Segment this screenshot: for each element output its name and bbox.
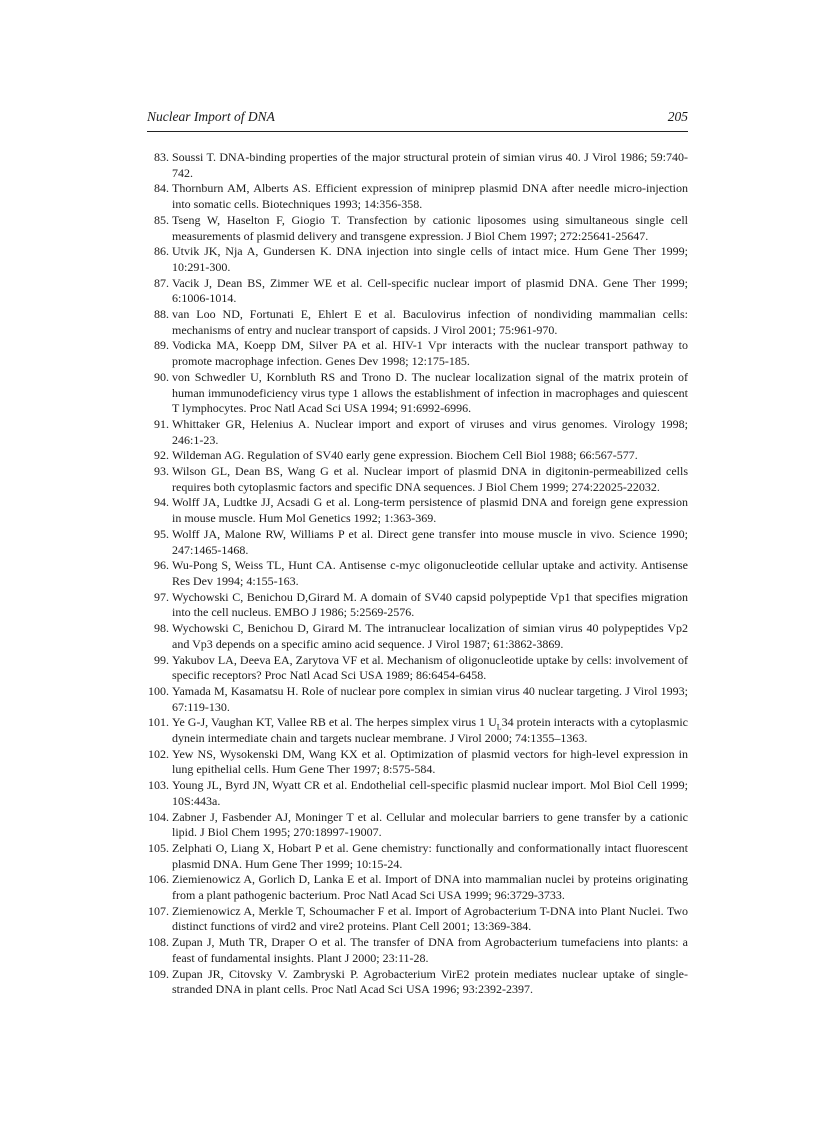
reference-number: 100. [148,683,169,698]
reference-text: Whittaker GR, Helenius A. Nuclear import and export of viruses and virus genomes. Virology 1998; 246:1-23. [172,416,688,447]
reference-number: 95. [154,526,169,541]
reference-text: Young JL, Byrd JN, Wyatt CR et al. Endothelial cell-specific plasmid nuclear import. Mol Biol Cell 1999; 10S:443a. [172,778,688,808]
reference-number: 96. [154,558,169,573]
reference-text [172,715,688,746]
reference-number: 88. [154,307,169,322]
reference-item [147,872,688,903]
reference-number: 107. [148,903,169,918]
reference-item [147,181,688,212]
reference-item [147,527,688,558]
reference-text: Utvik JK, Nja A, Gundersen K. DNA injection into single cells of intact mice. Hum Gene Ther 1999; 10:291-300. [172,244,688,274]
reference-item [147,590,688,621]
reference-item [147,621,688,652]
reference-item [147,464,688,495]
reference-item [147,558,688,589]
reference-text: Zupan JR, Citovsky V. Zambryski P. Agrobacterium VirE2 protein mediates nuclear uptake of single-stranded DNA in plant cells. Proc Natl Acad Sci USA 1996; 93:2392-2397. [172,966,688,997]
reference-number: 98. [154,621,169,636]
reference-number: 108. [148,935,169,950]
reference-item [147,684,688,715]
reference-item [147,747,688,778]
reference-number: 86. [154,244,169,259]
reference-number: 105. [148,840,169,855]
reference-item [147,370,688,417]
reference-text: Wu-Pong S, Weiss TL, Hunt CA. Antisense c-myc oligonucleotide cellular uptake and activity. Antisense Res Dev 1994; 4:155-163. [172,558,688,588]
reference-text: Zupan J, Muth TR, Draper O et al. The transfer of DNA from Agrobacterium tumefaciens into plants: a feast of fundamental insights. Plant J 2000; 23:11-28. [172,935,688,965]
reference-text: Wychowski C, Benichou D, Girard M. The intranuclear localization of simian virus 40 polypeptides Vp2 and Vp3 depends on a specific amino acid sequence. J Virol 1987; 61:3862-3869. [172,621,688,651]
reference-number: 101. [148,715,169,730]
reference-number: 109. [148,966,169,981]
reference-number: 104. [148,809,169,824]
reference-text: Ziemienowicz A, Merkle T, Schoumacher F et al. Import of Agrobacterium T-DNA into Plant Nuclei. Two distinct functions of vird2 and vire2 proteins. Plant Cell 2001; 13:369-384. [172,903,688,934]
reference-number: 92. [154,448,169,463]
reference-item [147,276,688,307]
reference-number: 99. [154,652,169,667]
reference-text-part: Ye G-J, Vaughan KT, Vallee RB et al. The herpes simplex virus 1 U [172,715,497,730]
reference-list [147,150,688,998]
reference-text: Wilson GL, Dean BS, Wang G et al. Nuclear import of plasmid DNA in digitonin-permeabilized cells requires both cytoplasmic factors and specific DNA sequences. J Biol Chem 1999; 274:22025-22032. [172,464,688,494]
reference-number: 89. [154,338,169,353]
reference-item [147,715,688,746]
reference-number: 91. [154,416,169,431]
reference-item [147,448,688,464]
running-title: Nuclear Import of DNA [147,109,275,124]
reference-subscript: L [496,722,502,732]
reference-item [147,213,688,244]
reference-item [147,653,688,684]
reference-number: 106. [148,872,169,887]
reference-text: Soussi T. DNA-binding properties of the major structural protein of simian virus 40. J Virol 1986; 59:740-742. [172,150,688,180]
reference-item [147,244,688,275]
reference-item [147,810,688,841]
reference-text: Ziemienowicz A, Gorlich D, Lanka E et al. Import of DNA into mammalian nuclei by proteins originating from a plant pathogenic bacterium. Proc Natl Acad Sci USA 1999; 96:3729-3733. [172,872,688,903]
reference-text: Zabner J, Fasbender AJ, Moninger T et al. Cellular and molecular barriers to gene transfer by a cationic lipid. J Biol Chem 1995; 270:18997-19007. [172,809,688,840]
reference-item [147,778,688,809]
reference-text: von Schwedler U, Kornbluth RS and Trono D. The nuclear localization signal of the matrix protein of human immunodeficiency virus type 1 allows the establishment of infection in macrophages and quiescent T lymphocytes. Proc Natl Acad Sci USA 1994; 91:6992-6996. [172,369,688,416]
reference-text: Wolff JA, Malone RW, Williams P et al. Direct gene transfer into mouse muscle in vivo. Science 1990; 247:1465-1468. [172,526,688,557]
reference-text: Thornburn AM, Alberts AS. Efficient expression of miniprep plasmid DNA after needle micro-injection into somatic cells. Biotechniques 1993; 14:356-358. [172,181,688,212]
reference-text-part: 34 protein interacts with a cytoplasmic dynein intermediate chain and targets nuclear membrane. J Virol 2000; 74:1355–1363. [172,715,689,746]
reference-number: 83. [154,150,169,164]
page-number: 205 [667,109,688,124]
reference-number: 93. [154,464,169,479]
reference-text: Yamada M, Kasamatsu H. Role of nuclear pore complex in simian virus 40 nuclear targeting. J Virol 1993; 67:119-130. [172,683,688,714]
reference-item [147,307,688,338]
reference-item [147,841,688,872]
reference-number: 94. [154,495,169,510]
reference-item [147,935,688,966]
reference-text: Zelphati O, Liang X, Hobart P et al. Gene chemistry: functionally and conformationally intact fluorescent plasmid DNA. Hum Gene Ther 1999; 10:15-24. [172,840,688,871]
reference-text: Wychowski C, Benichou D,Girard M. A domain of SV40 capsid polypeptide Vp1 that specifies migration into the cell nucleus. EMBO J 1986; 5:2569-2576. [172,589,688,620]
reference-number: 84. [154,181,169,196]
reference-item [147,338,688,369]
reference-number: 87. [154,275,169,290]
reference-number: 85. [154,212,169,227]
reference-text: Wildeman AG. Regulation of SV40 early gene expression. Biochem Cell Biol 1988; 66:567-577. [172,448,638,463]
reference-item [147,967,688,998]
reference-text: Vodicka MA, Koepp DM, Silver PA et al. HIV-1 Vpr interacts with the nuclear transport pathway to promote macrophage infection. Genes Dev 1998; 12:175-185. [172,338,688,369]
reference-item [147,904,688,935]
reference-number: 102. [148,746,169,761]
reference-text: Yakubov LA, Deeva EA, Zarytova VF et al. Mechanism of oligonucleotide uptake by cells: involvement of specific receptors? Proc Natl Acad Sci USA 1989; 86:6454-6458. [172,652,688,683]
reference-item [147,417,688,448]
reference-item [147,150,688,181]
page-header [147,109,688,132]
reference-text: Tseng W, Haselton F, Giogio T. Transfection by cationic liposomes using simultaneous single cell measurements of plasmid delivery and transgene expression. J Biol Chem 1997; 272:25641-25647. [172,212,688,243]
reference-text: Vacik J, Dean BS, Zimmer WE et al. Cell-specific nuclear import of plasmid DNA. Gene Ther 1999; 6:1006-1014. [172,275,688,306]
reference-text: Yew NS, Wysokenski DM, Wang KX et al. Optimization of plasmid vectors for high-level expression in lung epithelial cells. Hum Gene Ther 1997; 8:575-584. [172,746,688,777]
reference-number: 103. [148,778,169,793]
reference-text: Wolff JA, Ludtke JJ, Acsadi G et al. Long-term persistence of plasmid DNA and foreign gene expression in mouse muscle. Hum Mol Genetics 1992; 1:363-369. [172,495,688,526]
reference-item [147,495,688,526]
reference-number: 97. [154,589,169,604]
reference-text: van Loo ND, Fortunati E, Ehlert E et al. Baculovirus infection of nondividing mammalian cells: mechanisms of entry and nuclear transport of capsids. J Virol 2001; 75:961-970. [172,307,688,337]
reference-number: 90. [154,369,169,384]
